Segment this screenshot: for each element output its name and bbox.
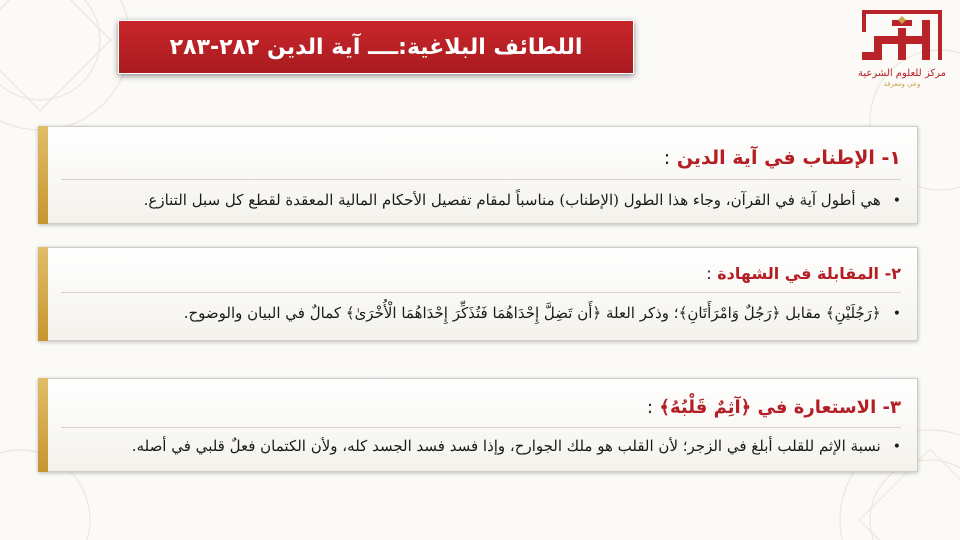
- section-bullet-3-text: نسبة الإثم للقلب أبلغ في الزجر؛ لأن القلب هو ملك الجوارح، وإذا فسد فسد الجسد كله، ولأن الكتمان فعلٌ قلبي في أصله.: [131, 437, 881, 455]
- section-divider-1: [61, 179, 901, 180]
- logo-mark: [852, 6, 952, 68]
- section-divider-3: [61, 427, 901, 428]
- section-heading-1: [664, 147, 901, 169]
- bullet-dot-icon: •: [892, 193, 901, 209]
- section-heading-3: [647, 397, 901, 418]
- section-bullet-1-text: هي أطول آية في القرآن، وجاء هذا الطول (الإطناب) مناسباً لمقام تفصيل الأحكام المالية المعقدة لقطع كل سبل التنازع.: [143, 191, 881, 209]
- logo-subtitle: مركز للعلوم الشرعية: [858, 68, 946, 79]
- bullet-dot-icon: •: [892, 306, 901, 322]
- section-bullet-1: [144, 191, 901, 209]
- section-bullet-3: [132, 437, 901, 455]
- section-bullet-2: [184, 304, 901, 322]
- section-heading-1-text: ١- الإطناب في آية الدين: [676, 147, 901, 169]
- bullet-dot-icon: •: [892, 439, 901, 455]
- title-banner: [118, 20, 634, 74]
- section-card-1: [38, 126, 918, 224]
- logo-tagline: وعي ومعرفة: [883, 80, 921, 88]
- slide-title: اللطائف البلاغية:ــــ آية الدين ٢٨٢-٢٨٣: [169, 34, 583, 60]
- section-card-3: [38, 378, 918, 472]
- section-card-2: [38, 247, 918, 341]
- section-divider-2: [61, 292, 901, 293]
- section-bullet-2-text: ﴿رَجُلَيْنِ﴾ مقابل ﴿رَجُلٌ وَامْرَأَتَانِ﴾؛ وذكر العلة ﴿أَن تَضِلَّ إِحْدَاهُمَا فَتُذَكِّرَ إِحْدَاهُمَا الْأُخْرَىٰ﴾ كمالٌ في البيان والوضوح.: [183, 304, 881, 322]
- section-heading-2: [706, 264, 901, 283]
- section-heading-1-colon: :: [663, 147, 671, 169]
- logo: [846, 6, 958, 96]
- section-heading-2-colon: :: [706, 264, 712, 283]
- section-heading-3-colon: :: [647, 397, 654, 418]
- section-heading-2-text: ٢- المقابلة في الشهادة: [717, 264, 901, 283]
- section-heading-3-text: ٣- الاستعارة في ﴿آثِمٌ قَلْبُهُ﴾: [659, 397, 901, 418]
